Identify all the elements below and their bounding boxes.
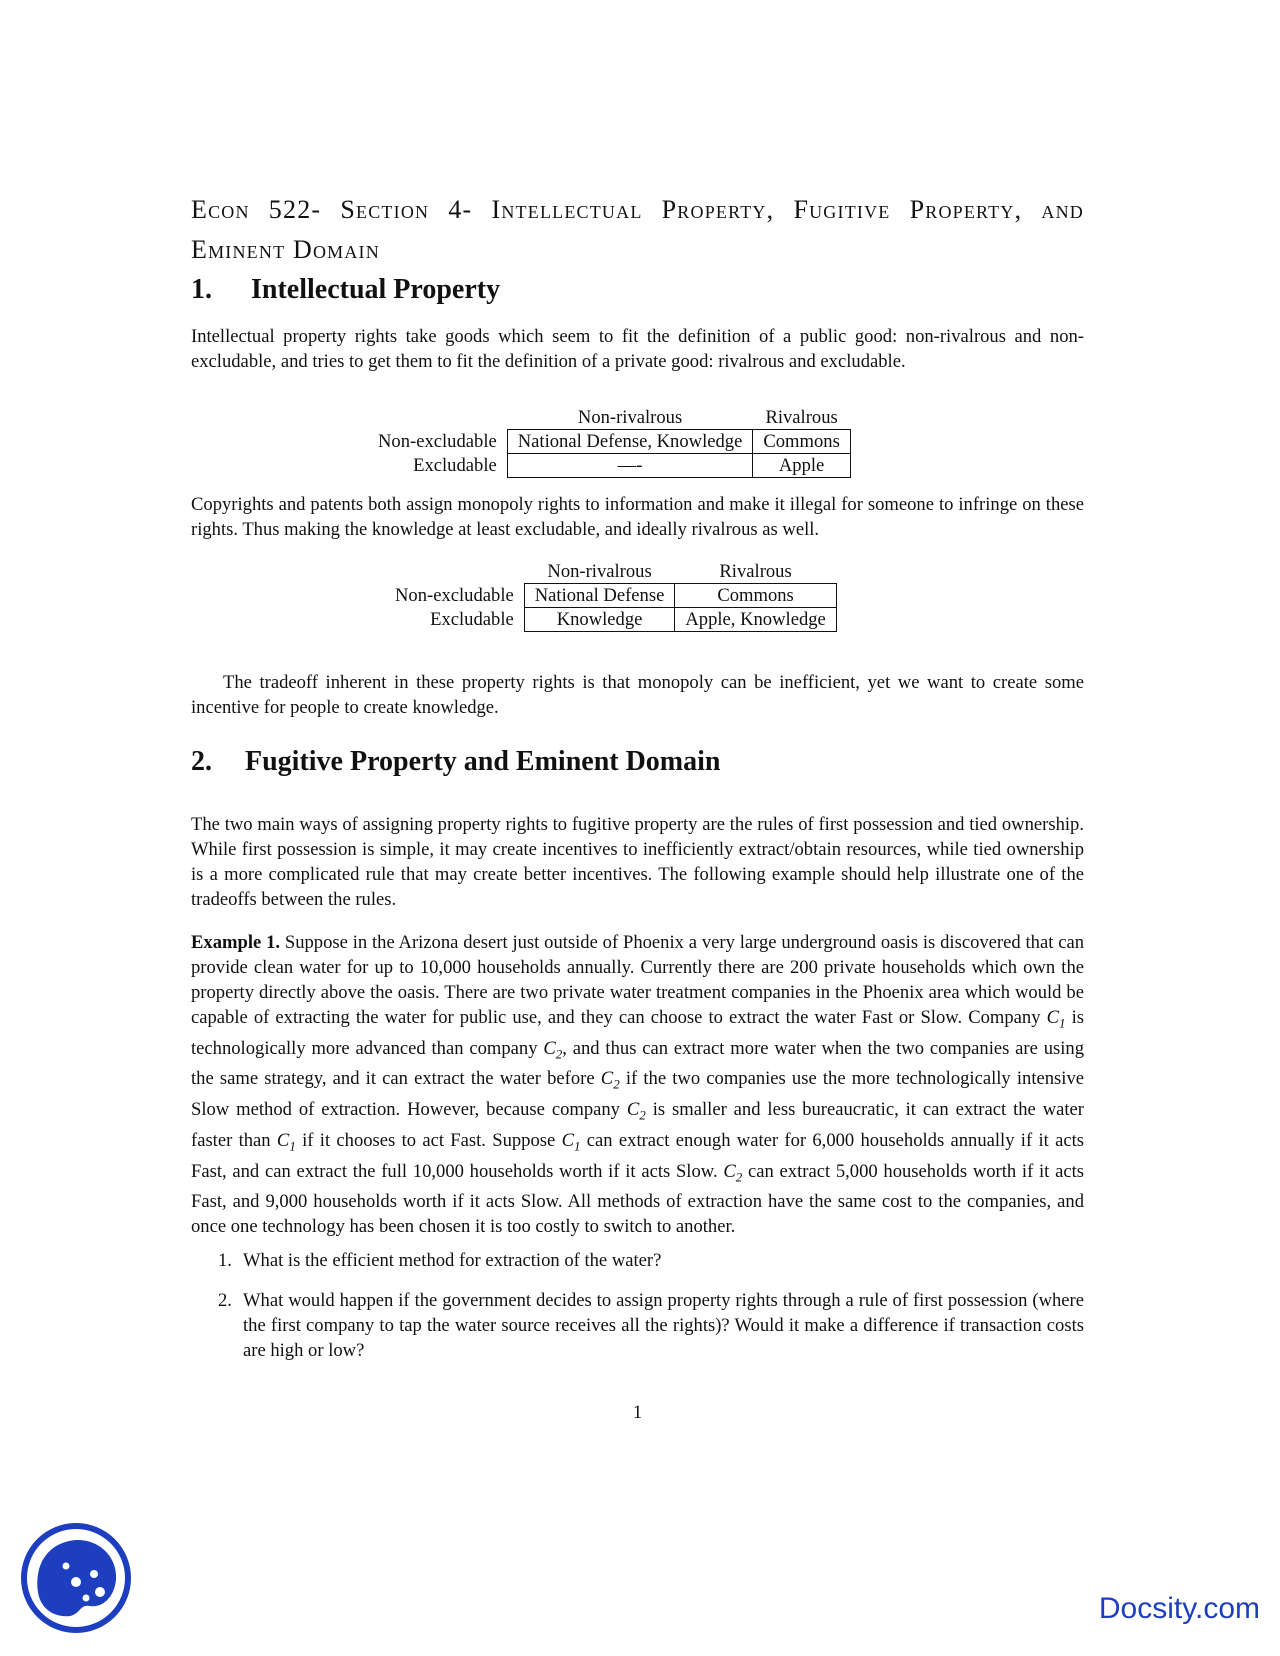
table2-cell: Knowledge: [524, 608, 675, 632]
docsity-logo-icon[interactable]: [20, 1522, 132, 1634]
table2-col-header: Rivalrous: [719, 561, 792, 582]
section-2-number: 2.: [191, 746, 212, 777]
table1-cell: —-: [507, 454, 753, 478]
section-1-paragraph-1: Intellectual property rights take goods which seem to fit the definition of a public good: non-rivalrous and non-excludable, and tries to get them to fit the definition of a private good: rivalrous and excludable.: [191, 326, 1084, 372]
section-2-heading: [191, 746, 720, 778]
table1-cell: Commons: [753, 430, 850, 454]
table1-col-header: Rivalrous: [765, 407, 838, 428]
table1-row-label: Non-excludable: [378, 431, 497, 452]
section-1-heading: [191, 274, 500, 306]
question-number: 1.: [218, 1250, 232, 1271]
goods-table-2: [385, 560, 837, 632]
list-item: [191, 1288, 1084, 1363]
section-1-paragraph-2: Copyrights and patents both assign monopoly rights to information and make it illegal for someone to infringe on these rights. Thus making the knowledge at least excludable, and ideally rivalrous as well.: [191, 494, 1084, 540]
goods-table-1: [368, 406, 851, 478]
company-c2: $C_2$: [600, 1068, 620, 1093]
example-text: if it chooses to act Fast. Suppose: [295, 1129, 562, 1151]
table2-cell: Commons: [675, 584, 836, 608]
example-text: Suppose in the Arizona desert just outside of Phoenix a very large underground oasis is discovered that can provide clean water for up to 10,000 households annually. Currently there are 200 private households which own the property directly above the oasis. There are two private water treatment companies in the Phoenix area which would be capable of extracting the water for public use, and they can choose to extract the water Fast or Slow. Company: [191, 932, 1084, 1028]
table1-cell: National Defense, Knowledge: [507, 430, 753, 454]
table1-col-header: Non-rivalrous: [577, 407, 683, 428]
docsity-brand-link[interactable]: Docsity.com: [1098, 1592, 1260, 1625]
section-2-paragraph-1: The two main ways of assigning property rights to fugitive property are the rules of first possession and tied ownership. While first possession is simple, it may create incentives to inefficiently extract/obtain resources, while tied ownership is a more complicated rule that may create better incentives. The following example should help illustrate one of the tradeoffs between the rules.: [191, 814, 1084, 910]
example-text: is smaller and less bureaucratic, it can extract the water faster than: [191, 1099, 1084, 1151]
table2-col-header: Non-rivalrous: [547, 561, 652, 582]
example-text: can extract 5,000 households worth if it acts Fast, and 9,000 households worth if it acts Slow. All methods of extraction have the same cost to the companies, and once one technology has been chosen it is too costly to switch to another.: [191, 1160, 1084, 1238]
section-1-title: Intellectual Property: [251, 274, 501, 305]
example-1-paragraph: [191, 930, 1084, 1239]
example-label: Example 1.: [191, 932, 281, 953]
table2-row-label: Excludable: [430, 609, 514, 630]
question-number: 2.: [218, 1290, 232, 1311]
company-c1: $C_1$: [1046, 1007, 1066, 1031]
document-title: Econ 522- Section 4- Intellectual Property, Fugitive Property, and Eminent Domain: [191, 195, 1084, 264]
table1-row-label: Excludable: [413, 455, 497, 476]
table2-row-label: Non-excludable: [395, 585, 514, 606]
section-1-number: 1.: [191, 274, 212, 305]
question-text: What is the efficient method for extraction of the water?: [243, 1250, 662, 1271]
table2-cell: National Defense: [524, 584, 675, 608]
table2-cell: Apple, Knowledge: [675, 608, 836, 632]
company-c1: $C_1$: [276, 1129, 296, 1154]
question-text: What would happen if the government decides to assign property rights through a rule of first possession (where the first company to tap the water source receives all the rights)? Would it make a difference if transaction costs are high or low?: [243, 1290, 1084, 1361]
section-1-paragraph-3: The tradeoff inherent in these property rights is that monopoly can be inefficient, yet we want to create some incentive for people to create knowledge.: [191, 672, 1084, 718]
company-c2: $C_2$: [723, 1160, 743, 1185]
section-2-title: Fugitive Property and Eminent Domain: [245, 746, 721, 777]
company-c1: $C_1$: [561, 1129, 581, 1154]
page-number: 1: [632, 1402, 643, 1423]
question-list: [191, 1248, 1084, 1378]
example-text: is technologically more advanced than company: [191, 1007, 1084, 1059]
company-c2: $C_2$: [626, 1099, 646, 1123]
table1-cell: Apple: [753, 454, 850, 478]
company-c2: $C_2$: [543, 1037, 563, 1062]
list-item: [191, 1248, 1084, 1273]
example-text: , and thus can extract more water when the two companies are using the same strategy, and it can extract the water before: [191, 1037, 1084, 1090]
example-text: if the two companies use the more technologically intensive Slow method of extraction. However, because company: [191, 1068, 1084, 1121]
example-text: can extract enough water for 6,000 households annually if it acts Fast, and can extract the full 10,000 households worth if it acts Slow.: [191, 1129, 1084, 1182]
